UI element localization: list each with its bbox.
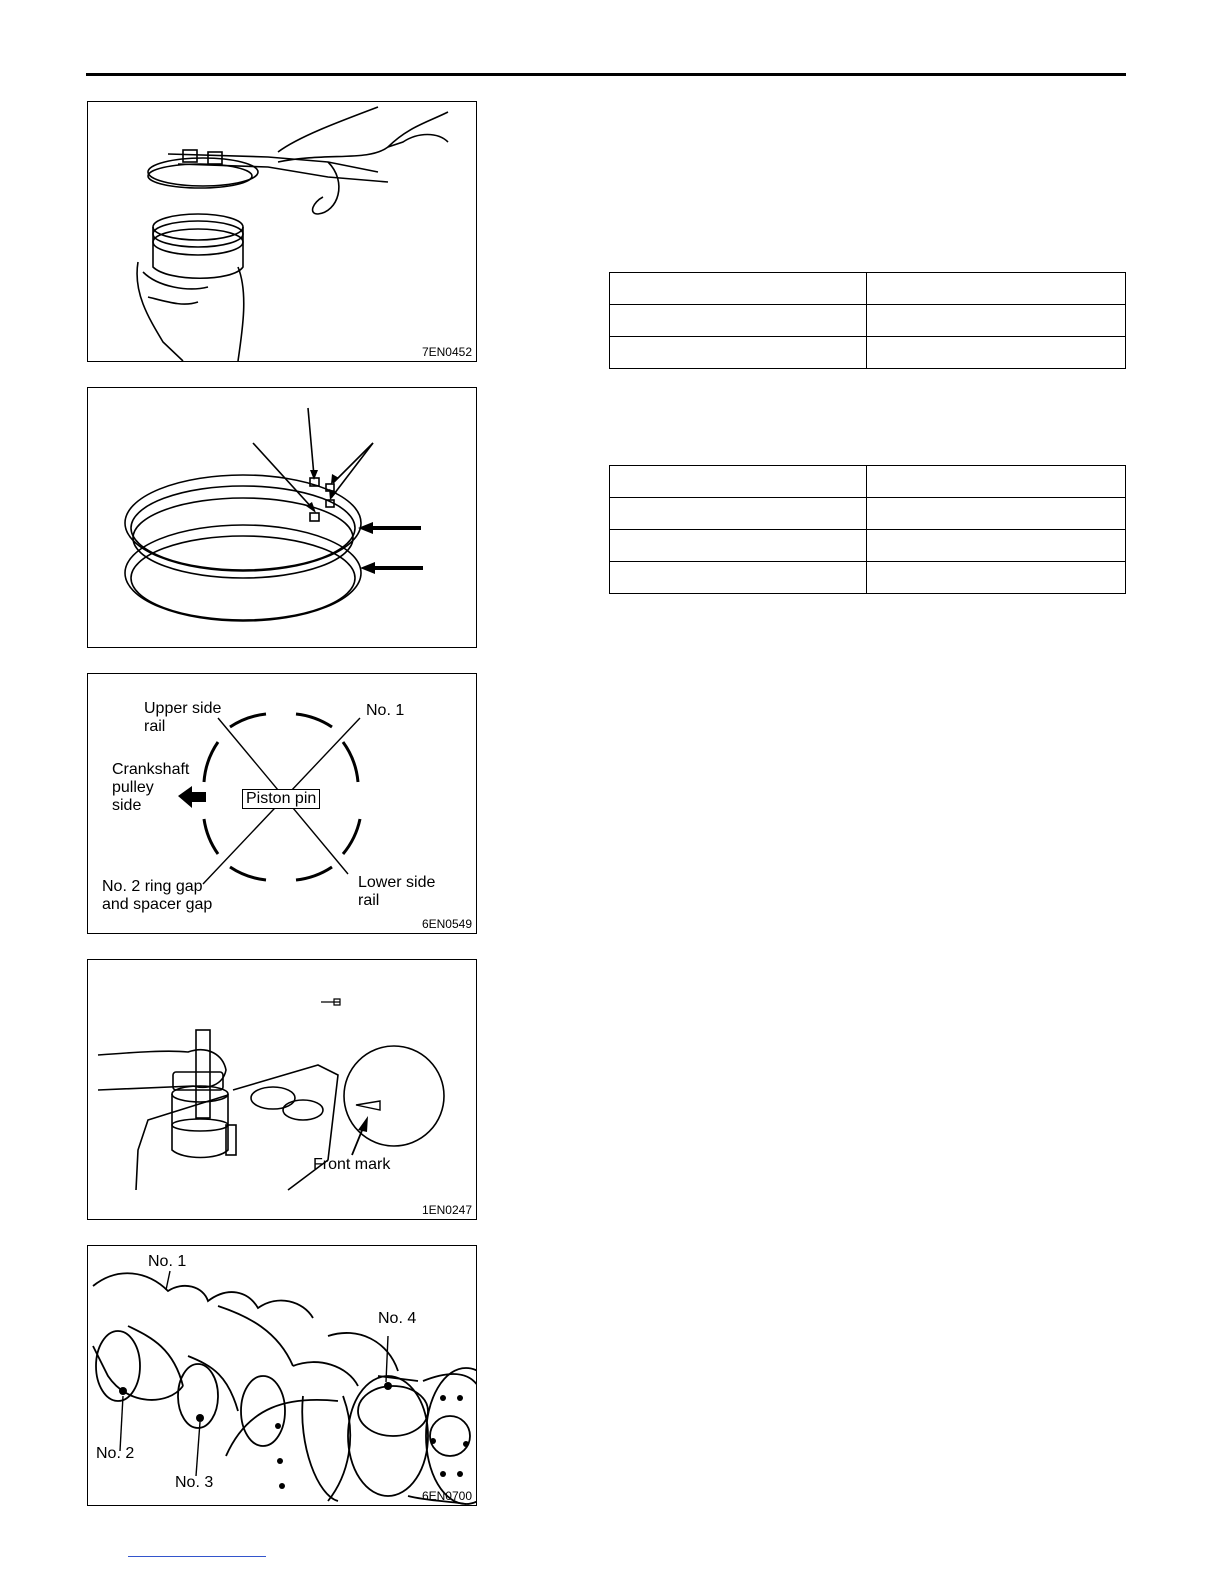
table-row [610,498,1126,530]
figure-piston-rings [87,387,477,648]
table-cell [610,562,867,594]
label-lower-side-rail: Lower side rail [358,874,436,909]
table-cell [610,530,867,562]
table-cell [867,273,1126,305]
piston-rings-illustration [88,388,476,647]
label-crank-no3: No. 3 [175,1474,214,1491]
table-cell [610,337,867,369]
label-crank-no4: No. 4 [378,1310,417,1327]
table-cell [610,498,867,530]
figure-ring-gap-positions [87,673,477,934]
table-cell [867,466,1126,498]
figure-piston-installation [87,959,477,1220]
table-row [610,305,1126,337]
table-cell [610,466,867,498]
spec-table-1 [609,272,1126,369]
label-crank-no1: No. 1 [148,1253,187,1270]
piston-ring-expander-illustration [88,102,476,361]
figure-code: 7EN0452 [421,345,472,359]
crankshaft-illustration [88,1246,476,1505]
footer-link-underline[interactable] [128,1556,266,1557]
table-row [610,530,1126,562]
figure-crankshaft [87,1245,477,1506]
figure-code: 6EN0700 [421,1489,472,1503]
label-upper-side-rail: Upper side rail [144,700,222,735]
label-no1-ring-gap: No. 1 [366,702,405,719]
table-row [610,273,1126,305]
spec-table-2 [609,465,1126,594]
figure-code: 6EN0549 [421,917,472,931]
label-front-mark: Front mark [313,1156,391,1173]
figure-piston-ring-expander [87,101,477,362]
table-cell [867,530,1126,562]
table-row [610,562,1126,594]
figure-code: 1EN0247 [421,1203,472,1217]
piston-installation-illustration [88,960,476,1219]
table-row [610,466,1126,498]
table-cell [610,273,867,305]
label-crankshaft-pulley-side: Crankshaft pulley side [112,761,190,814]
table-cell [867,498,1126,530]
label-piston-pin: Piston pin [242,789,320,809]
table-cell [867,337,1126,369]
table-row [610,337,1126,369]
label-no2-ring-gap: No. 2 ring gap and spacer gap [102,878,213,913]
table-cell [610,305,867,337]
table-cell [867,562,1126,594]
header-rule [86,73,1126,76]
table-cell [867,305,1126,337]
label-crank-no2: No. 2 [96,1445,135,1462]
